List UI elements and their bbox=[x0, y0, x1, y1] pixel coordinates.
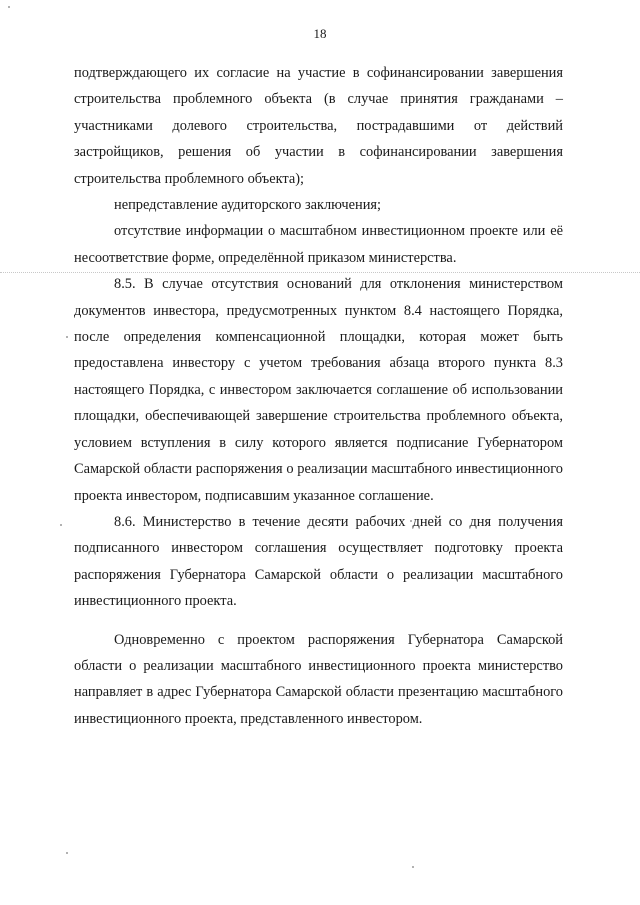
paragraph-no-project-info: отсутствие информации о масштабном инвестиционном проекте или её несоответствие форме, определённой приказом министерства. bbox=[74, 223, 563, 266]
paragraph-presentation: Одновременно с проектом распоряжения Губернатора Самарской области о реализации масштабного инвестиционного проекта министерство направляет в адрес Губернатора Самарской области презентацию масштабного инвестиционного проекта, представленного инвестором. bbox=[74, 631, 563, 727]
scan-speck bbox=[412, 866, 414, 868]
paragraph-8-6: 8.6. Министерство в течение десяти рабочих дней со дня получения подписанного инвестором соглашения осуществляет подготовку проекта распоряжения Губернатора Самарской области о реализации масштабного инвестиционного проекта. bbox=[74, 513, 563, 610]
paragraph-8-5: 8.5. В случае отсутствия оснований для отклонения министерством документов инвестора, предусмотренных пунктом 8.4 настоящего Порядка, после определения компенсационной площадки, которая может быть предоставлена инвестору с учетом требования абзаца второго пункта 8.3 настоящего Порядка, с инвестором заключается соглашение об использовании площадки, обеспечивающей завершение строительства проблемного объекта, условием вступления в силу которого является подписание Губернатором Самарской области распоряжения о реализации масштабного инвестиционного проекта инвестором, подписавшим указанное соглашение. bbox=[74, 276, 563, 504]
paragraph-no-audit-report: непредставление аудиторского заключения; bbox=[114, 197, 382, 214]
paragraph-continuation: подтверждающего их согласие на участие в софинансировании завершения строительства проблемного объекта (в случае принятия гражданами – участниками долевого строительства, пострадавшими от действий застройщиков, решения об участии в софинансировании завершения строительства проблемного объекта); bbox=[74, 65, 563, 187]
document-body bbox=[74, 60, 563, 732]
scan-speck bbox=[66, 852, 68, 854]
scan-speck bbox=[66, 336, 68, 338]
page-number: 18 bbox=[313, 26, 327, 41]
scan-speck bbox=[60, 524, 62, 526]
scan-speck bbox=[8, 6, 10, 8]
